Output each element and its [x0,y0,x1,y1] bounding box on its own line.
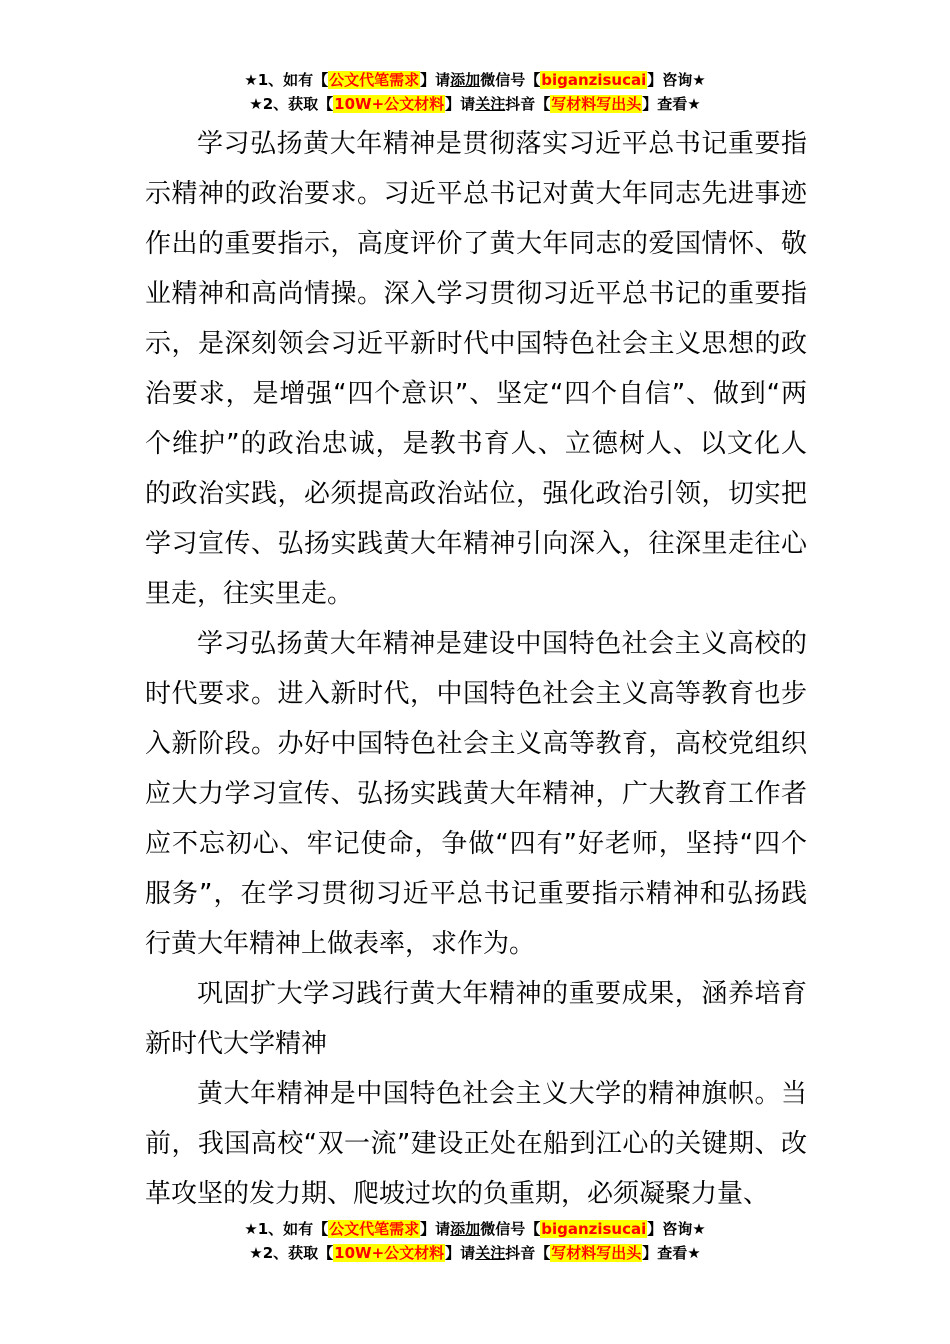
banner-text: 2、获取【 [262,1244,334,1262]
wechat-id: biganzisucai [541,71,647,89]
highlight-text: 公文代笔需求 [329,71,420,89]
star-icon: ★ [692,71,706,89]
underlined-text: 添加 [450,1220,481,1238]
wechat-id: biganzisucai [541,1220,647,1238]
banner-line-1 [0,1217,950,1241]
highlight-text: 10W+公文材料 [334,1244,445,1262]
banner-text: 】咨询 [647,1220,693,1238]
star-icon: ★ [687,95,701,113]
banner-line-1 [0,68,950,92]
document-body [145,119,807,1219]
banner-line-2 [0,92,950,116]
banner-text: 1、如有【 [257,71,329,89]
footer-banner [0,1217,950,1265]
paragraph: 学习弘扬黄大年精神是建设中国特色社会主义高校的时代要求。进入新时代，中国特色社会主义高等教育也步入新阶段。办好中国特色社会主义高等教育，高校党组织应大力学习宣传、弘扬实践黄大年精神，广大教育工作者应不忘初心、牢记使命，争做“四有”好老师，坚持“四个服务”，在学习贯彻习近平总书记重要指示精神和弘扬践行黄大年精神上做表率，求作为。 [145,629,807,959]
star-icon: ★ [249,95,263,113]
star-icon: ★ [244,1220,258,1238]
star-icon: ★ [249,1244,263,1262]
banner-line-2 [0,1241,950,1265]
banner-text: 】咨询 [647,71,693,89]
section-heading: 巩固扩大学习践行黄大年精神的重要成果，涵养培育新时代大学精神 [145,979,807,1059]
underlined-text: 添加 [450,71,481,89]
douyin-account: 写材料写出头 [551,1244,642,1262]
banner-text: 】请 [445,1244,476,1262]
header-banner [0,68,950,116]
paragraph: 学习弘扬黄大年精神是贯彻落实习近平总书记重要指示精神的政治要求。习近平总书记对黄大年同志先进事迹作出的重要指示，高度评价了黄大年同志的爱国情怀、敬业精神和高尚情操。深入学习贯彻习近平总书记的重要指示，是深刻领会习近平新时代中国特色社会主义思想的政治要求，是增强“四个意识”、坚定“四个自信”、做到“两个维护”的政治忠诚，是教书育人、立德树人、以文化人的政治实践，必须提高政治站位，强化政治引领，切实把学习宣传、弘扬实践黄大年精神引向深入，往深里走往心里走，往实里走。 [145,129,807,609]
star-icon: ★ [692,1220,706,1238]
banner-text: 】查看 [642,95,688,113]
banner-text: 】查看 [642,1244,688,1262]
highlight-text: 公文代笔需求 [329,1220,420,1238]
underlined-text: 关注 [475,1244,506,1262]
banner-text: 2、获取【 [262,95,334,113]
highlight-text: 10W+公文材料 [334,95,445,113]
banner-text: 】请 [420,1220,451,1238]
banner-text: 微信号【 [480,71,541,89]
banner-text: 抖音【 [505,95,551,113]
star-icon: ★ [687,1244,701,1262]
banner-text: 】请 [445,95,476,113]
banner-text: 抖音【 [505,1244,551,1262]
star-icon: ★ [244,71,258,89]
banner-text: 微信号【 [480,1220,541,1238]
underlined-text: 关注 [475,95,506,113]
banner-text: 】请 [420,71,451,89]
banner-text: 1、如有【 [257,1220,329,1238]
paragraph: 黄大年精神是中国特色社会主义大学的精神旗帜。当前，我国高校“双一流”建设正处在船到江心的关键期、改革攻坚的发力期、爬坡过坎的负重期，必须凝聚力量、 [145,1079,807,1209]
douyin-account: 写材料写出头 [551,95,642,113]
